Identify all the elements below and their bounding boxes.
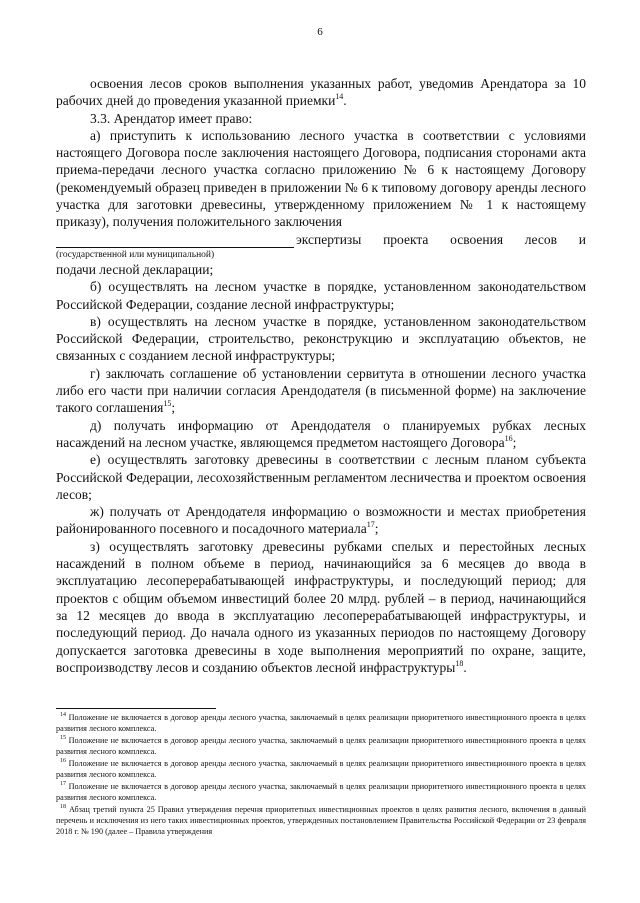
paragraph (56, 313, 586, 365)
fill-in-line-text (296, 231, 586, 248)
paragraph-end: ; (512, 434, 517, 450)
footnote-reference: 14 (335, 92, 344, 102)
footnote (56, 735, 586, 757)
paragraph-text: е) осуществлять заготовку древесины в соответствии с лесным планом субъекта Российской Федерации, лесохозяйственным регламентом лесничества и проектом освоения лесов; (56, 452, 586, 502)
paragraph (56, 503, 586, 538)
footnote-text: Положение не включается в договор аренды лесного участка, заключаемый в целях реализации приоритетного инвестиционного проекта в целях развития лесного комплекса. (56, 782, 586, 802)
footnote-reference: 15 (163, 399, 172, 409)
footnote-text: Положение не включается в договор аренды лесного участка, заключаемый в целях реализации приоритетного инвестиционного проекта в целях развития лесного комплекса. (56, 736, 586, 756)
footnotes (56, 712, 586, 838)
fill-in-line-word: освоения (450, 231, 504, 247)
paragraph-text: а) приступить к использованию лесного участка в соответствии с условиями настоящего Договора после заключения настоящего Договора, подписания сторонами акта приема-передачи лесного участка согласно приложению № 6 к настоящему Договору (рекомендуемый образец приведен в приложении № 6 к типовому договору аренды лесного участка для заготовки древесины, утвержденному приложением № 1 к настоящему приказу), получения положительного заключения (56, 127, 586, 230)
footnote-reference: 18 (455, 658, 464, 668)
footnote-text: Положение не включается в договор аренды лесного участка, заключаемый в целях реализации приоритетного инвестиционного проекта в целях развития лесного комплекса. (56, 713, 586, 733)
blank-field (56, 235, 294, 248)
paragraph (56, 451, 586, 503)
paragraph-group-before (56, 75, 586, 231)
fill-in-line-word: лесов (524, 231, 557, 247)
footnote-number: 18 (60, 804, 66, 810)
paragraph-end: ; (171, 400, 176, 416)
blank-field-caption: (государственной или муниципальной) (56, 249, 215, 260)
fill-in-line-word: и (578, 231, 586, 247)
footnote (56, 712, 586, 734)
paragraph (56, 538, 586, 676)
footnote (56, 758, 586, 780)
footnote (56, 804, 586, 837)
footnote-reference: 17 (366, 520, 375, 530)
fill-in-line-word: экспертизы (296, 231, 362, 247)
paragraph-group-after (56, 261, 586, 676)
footnote-text: Положение не включается в договор аренды лесного участка, заключаемый в целях реализации приоритетного инвестиционного проекта в целях развития лесного комплекса. (56, 759, 586, 779)
paragraph-text: г) заключать соглашение об установлении сервитута в отношении лесного участка либо его части при наличии согласия Арендодателя (в письменной форме) на заключение такого соглашения (56, 365, 586, 416)
paragraph-text: д) получать информацию от Арендодателя о планируемых рубках лесных насаждений на лесном участке, являющемся предметом настоящего Договора (56, 417, 586, 450)
footnote-separator (56, 708, 216, 709)
paragraph-text: освоения лесов сроков выполнения указанных работ, уведомив Арендатора за 10 рабочих дней до проведения указанной приемки (56, 76, 586, 109)
paragraph-text: б) осуществлять на лесном участке в порядке, установленном законодательством Российской Федерации, создание лесной инфраструктуры; (56, 279, 586, 312)
paragraph (56, 261, 586, 278)
footnote-text: Абзац третий пункта 25 Правил утверждения перечня приоритетных инвестиционных проектов в целях развития лесного, включения в данный перечень и исключения из него таких инвестиционных проектов, утвержденных постановлением Правительства Российской Федерации от 23 февраля 2018 г. № 190 (далее – Правила утверждения (56, 805, 586, 836)
paragraph-end: ; (374, 521, 379, 537)
paragraph-text: подачи лесной декларации; (56, 261, 214, 277)
paragraph-end: . (343, 93, 347, 109)
fill-in-line (56, 231, 586, 248)
paragraph-text: 3.3. Арендатор имеет право: (90, 110, 253, 126)
paragraph (56, 127, 586, 231)
footnote-number: 14 (60, 712, 66, 718)
document-body (56, 75, 586, 676)
paragraph (56, 75, 586, 110)
paragraph-end: . (463, 659, 467, 675)
footnote-number: 16 (60, 758, 66, 764)
paragraph (56, 365, 586, 417)
footnote-number: 15 (60, 735, 66, 741)
footnote-reference: 16 (504, 433, 513, 443)
footnote-number: 17 (60, 781, 66, 787)
paragraph (56, 278, 586, 313)
paragraph-text: з) осуществлять заготовку древесины рубками спелых и перестойных лесных насаждений в полном объеме в период, начинающийся за 6 месяцев до ввода в эксплуатацию лесоперерабатывающей инфраструктуры, и последующий период; для проектов с общим объемом инвестиций более 20 млрд. рублей – в период, начинающийся за 12 месяцев до ввода в эксплуатацию лесоперерабатывающей инфраструктуры, и последующий период. До начала одного из указанных периодов по настоящему Договору допускается заготовка древесины в ходе выполнения мероприятий по охране, защите, воспроизводству лесов и созданию объектов лесной инфраструктуры (56, 538, 586, 675)
fill-in-line-word: проекта (383, 231, 429, 247)
paragraph-text: ж) получать от Арендодателя информацию о возможности и местах приобретения районированного посевного и посадочного материала (56, 504, 586, 537)
paragraph (56, 110, 586, 127)
paragraph-text: в) осуществлять на лесном участке в порядке, установленном законодательством Российской Федерации, строительство, реконструкцию и эксплуатацию объектов, не связанных с созданием лесной инфраструктуры; (56, 313, 586, 364)
page-number: 6 (317, 26, 323, 38)
footnote (56, 781, 586, 803)
paragraph (56, 417, 586, 452)
